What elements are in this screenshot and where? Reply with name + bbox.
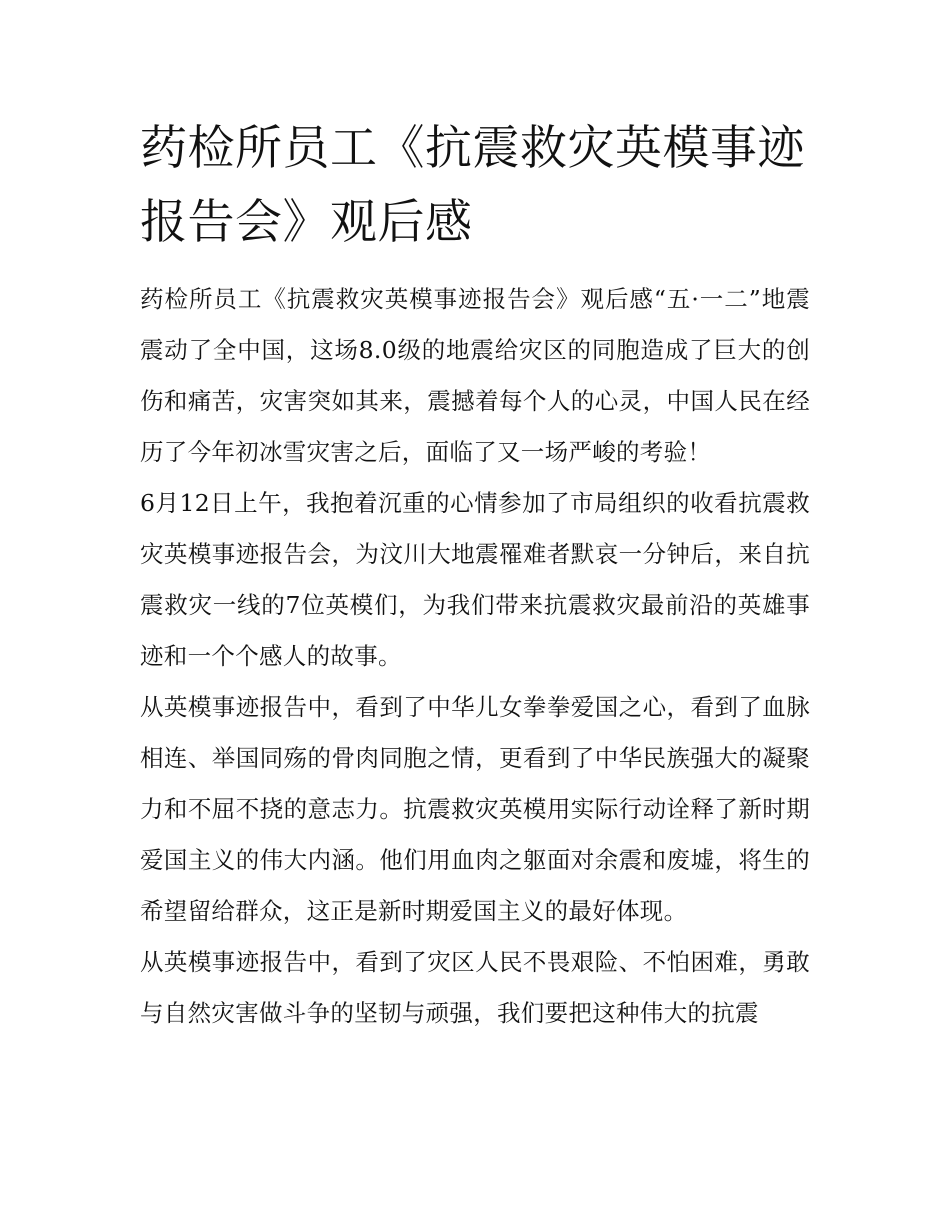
paragraph-1: 药检所员工《抗震救灾英模事迹报告会》观后感“五·一二”地震震动了全中国，这场8.0级的地震给灾区的同胞造成了巨大的创伤和痛苦，灾害突如其来，震撼着每个人的心灵，中国人民在经历了今年初冰雪灾害之后，面临了又一场严峻的考验！ bbox=[140, 285, 810, 466]
paragraph-3: 从英模事迹报告中，看到了中华儿女拳拳爱国之心，看到了血脉相连、举国同殇的骨肉同胞之情，更看到了中华民族强大的凝聚力和不屈不挠的意志力。抗震救灾英模用实际行动诠释了新时期爱国主义的伟大内涵。他们用血肉之躯面对余震和废墟，将生的希望留给群众，这正是新时期爱国主义的最好体现。 bbox=[140, 693, 810, 925]
paragraph-4: 从英模事迹报告中，看到了灾区人民不畏艰险、不怕困难，勇敢与自然灾害做斗争的坚韧与顽强，我们要把这种伟大的抗震 bbox=[140, 948, 810, 1027]
document-title: 药检所员工《抗震救灾英模事迹报告会》观后感 bbox=[140, 121, 805, 250]
document-body bbox=[140, 112, 810, 1039]
paragraph-2: 6月12日上午，我抱着沉重的心情参加了市局组织的收看抗震救灾英模事迹报告会，为汶川大地震罹难者默哀一分钟后，来自抗震救灾一线的7位英模们，为我们带来抗震救灾最前沿的英雄事迹和一个个感人的故事。 bbox=[140, 489, 810, 670]
